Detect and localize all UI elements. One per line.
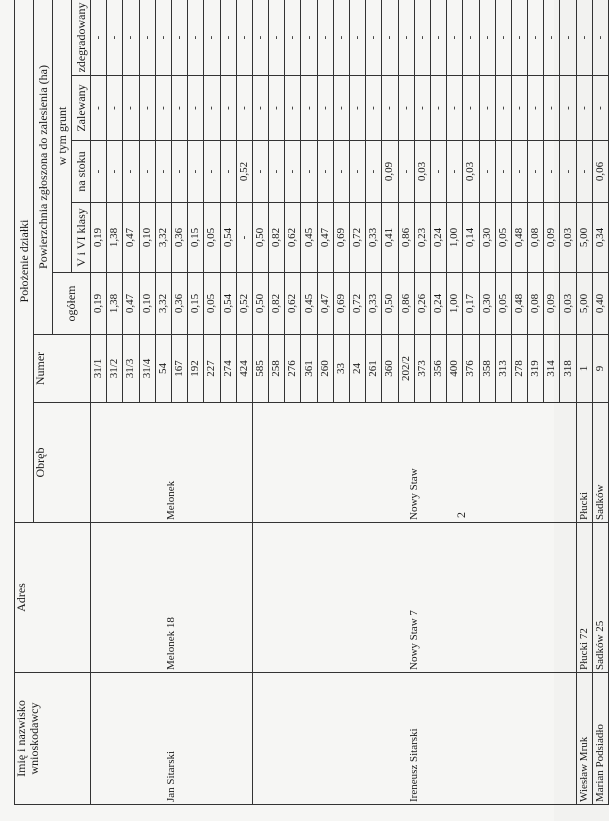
plot-number: 261 (366, 335, 382, 403)
area-class-5-6: 0,82 (269, 203, 285, 273)
area-total: 1,38 (107, 273, 123, 335)
area-class-5-6: 0,54 (220, 203, 236, 273)
area-class-5-6: 0,47 (123, 203, 139, 273)
table-row (592, 0, 608, 805)
area-degraded: - (430, 0, 446, 76)
applicant-name: Ireneusz Sitarski (252, 673, 576, 805)
plot-number: 360 (382, 335, 398, 403)
area-degraded: - (463, 0, 479, 76)
area-class-5-6: 0,72 (350, 203, 366, 273)
area-flooded: - (479, 76, 495, 141)
precinct-name: Melonek (91, 403, 253, 523)
header-address: Adres (15, 523, 91, 673)
area-slope: - (139, 141, 155, 203)
applicant-address: Melonek 18 (91, 523, 253, 673)
area-degraded: - (447, 0, 463, 76)
header-area-group: Powierzchnia zgłoszona do zalesienia (ha) (34, 0, 53, 335)
area-class-5-6: 0,23 (414, 203, 430, 273)
plot-number: 31/3 (123, 335, 139, 403)
area-class-5-6: 1,38 (107, 203, 123, 273)
area-degraded: - (366, 0, 382, 76)
area-slope: - (333, 141, 349, 203)
area-flooded: - (155, 76, 171, 141)
area-degraded: - (252, 0, 268, 76)
area-degraded: - (414, 0, 430, 76)
area-degraded: - (495, 0, 511, 76)
area-class-5-6: 0,08 (528, 203, 544, 273)
area-class-5-6: 0,05 (495, 203, 511, 273)
area-total: 0,15 (188, 273, 204, 335)
area-flooded: - (447, 76, 463, 141)
area-flooded: - (495, 76, 511, 141)
area-slope: - (285, 141, 301, 203)
area-flooded: - (91, 76, 107, 141)
header-including: w tym grunt (53, 0, 72, 273)
area-class-5-6: 0,45 (301, 203, 317, 273)
plot-number: 400 (447, 335, 463, 403)
area-slope: - (398, 141, 414, 203)
area-flooded: - (204, 76, 220, 141)
area-degraded: - (544, 0, 560, 76)
area-degraded: - (560, 0, 576, 76)
plot-number: 31/1 (91, 335, 107, 403)
plot-number: 202/2 (398, 335, 414, 403)
header-total: ogółem (53, 273, 91, 335)
table-row (576, 0, 592, 805)
area-total: 0,05 (204, 273, 220, 335)
area-slope: - (155, 141, 171, 203)
area-total: 0,36 (171, 273, 187, 335)
area-class-5-6: 0,30 (479, 203, 495, 273)
area-slope: - (528, 141, 544, 203)
area-class-5-6: 0,62 (285, 203, 301, 273)
area-slope: - (447, 141, 463, 203)
area-total: 0,24 (430, 273, 446, 335)
area-total: 0,48 (511, 273, 527, 335)
plot-number: 192 (188, 335, 204, 403)
table-body (91, 0, 609, 805)
area-total: 0,10 (139, 273, 155, 335)
area-slope: - (107, 141, 123, 203)
area-slope: - (188, 141, 204, 203)
area-class-5-6: 0,47 (317, 203, 333, 273)
area-class-5-6: 0,05 (204, 203, 220, 273)
area-flooded: - (350, 76, 366, 141)
area-class-5-6: 0,86 (398, 203, 414, 273)
plot-number: 356 (430, 335, 446, 403)
area-degraded: - (188, 0, 204, 76)
area-total: 0,54 (220, 273, 236, 335)
plot-number: 167 (171, 335, 187, 403)
plot-number: 278 (511, 335, 527, 403)
area-class-5-6: 0,41 (382, 203, 398, 273)
area-total: 0,08 (528, 273, 544, 335)
area-degraded: - (91, 0, 107, 76)
area-flooded: - (269, 76, 285, 141)
area-degraded: - (511, 0, 527, 76)
area-slope: - (301, 141, 317, 203)
plot-number: 31/4 (139, 335, 155, 403)
plot-number: 314 (544, 335, 560, 403)
area-slope: 0,03 (463, 141, 479, 203)
area-degraded: - (576, 0, 592, 76)
area-total: 1,00 (447, 273, 463, 335)
area-flooded: - (123, 76, 139, 141)
area-class-5-6: 0,36 (171, 203, 187, 273)
area-degraded: - (333, 0, 349, 76)
area-degraded: - (398, 0, 414, 76)
area-class-5-6: 0,33 (366, 203, 382, 273)
area-degraded: - (350, 0, 366, 76)
area-flooded: - (592, 76, 608, 141)
plot-number: 424 (236, 335, 252, 403)
area-total: 0,30 (479, 273, 495, 335)
area-total: 0,69 (333, 273, 349, 335)
plot-number: 373 (414, 335, 430, 403)
plot-number: 358 (479, 335, 495, 403)
area-flooded: - (188, 76, 204, 141)
area-class-5-6: 0,03 (560, 203, 576, 273)
area-degraded: - (592, 0, 608, 76)
plot-number: 361 (301, 335, 317, 403)
area-degraded: - (269, 0, 285, 76)
area-flooded: - (414, 76, 430, 141)
area-flooded: - (236, 76, 252, 141)
area-slope: - (171, 141, 187, 203)
applicant-address: Sadków 25 (592, 523, 608, 673)
header-slope: na stoku (72, 141, 91, 203)
area-class-5-6: 0,34 (592, 203, 608, 273)
area-slope: - (91, 141, 107, 203)
area-total: 5,00 (576, 273, 592, 335)
area-flooded: - (382, 76, 398, 141)
area-class-5-6: 0,14 (463, 203, 479, 273)
area-slope: - (495, 141, 511, 203)
area-class-5-6: 0,50 (252, 203, 268, 273)
area-flooded: - (252, 76, 268, 141)
area-flooded: - (463, 76, 479, 141)
area-flooded: - (528, 76, 544, 141)
header-flooded: Zalewany (72, 76, 91, 141)
area-class-5-6: 0,48 (511, 203, 527, 273)
precinct-name: Płucki (576, 403, 592, 523)
area-degraded: - (204, 0, 220, 76)
plot-number: 24 (350, 335, 366, 403)
header-name: Imię i nazwisko wnioskodawcy (15, 673, 91, 805)
area-total: 0,72 (350, 273, 366, 335)
area-slope: 0,03 (414, 141, 430, 203)
area-total: 0,40 (592, 273, 608, 335)
header-number: Numer (34, 335, 91, 403)
plot-number: 274 (220, 335, 236, 403)
area-total: 0,50 (382, 273, 398, 335)
area-degraded: - (285, 0, 301, 76)
area-class-5-6: 0,24 (430, 203, 446, 273)
area-degraded: - (382, 0, 398, 76)
area-flooded: - (139, 76, 155, 141)
header-precinct: Obręb (34, 403, 91, 523)
area-slope: 0,06 (592, 141, 608, 203)
area-class-5-6: 0,15 (188, 203, 204, 273)
area-total: 0,45 (301, 273, 317, 335)
area-class-5-6: 1,00 (447, 203, 463, 273)
area-degraded: - (479, 0, 495, 76)
area-flooded: - (333, 76, 349, 141)
plot-number: 1 (576, 335, 592, 403)
table-row (252, 0, 268, 805)
plot-number: 585 (252, 335, 268, 403)
area-total: 0,52 (236, 273, 252, 335)
plot-number: 33 (333, 335, 349, 403)
area-flooded: - (560, 76, 576, 141)
plot-number: 9 (592, 335, 608, 403)
area-slope: - (350, 141, 366, 203)
applicant-address: Nowy Staw 7 (252, 523, 576, 673)
area-class-5-6: - (236, 203, 252, 273)
area-total: 0,09 (544, 273, 560, 335)
area-class-5-6: 5,00 (576, 203, 592, 273)
area-flooded: - (398, 76, 414, 141)
area-total: 0,82 (269, 273, 285, 335)
area-class-5-6: 0,69 (333, 203, 349, 273)
area-degraded: - (123, 0, 139, 76)
area-slope: - (269, 141, 285, 203)
plot-number: 258 (269, 335, 285, 403)
area-degraded: - (317, 0, 333, 76)
plot-number: 54 (155, 335, 171, 403)
area-degraded: - (220, 0, 236, 76)
header-location: Położenie działki (15, 0, 34, 523)
plot-number: 227 (204, 335, 220, 403)
applicant-name: Jan Sitarski (91, 673, 253, 805)
area-slope: - (123, 141, 139, 203)
area-degraded: - (155, 0, 171, 76)
area-slope: - (204, 141, 220, 203)
area-degraded: - (139, 0, 155, 76)
area-flooded: - (544, 76, 560, 141)
area-slope: 0,52 (236, 141, 252, 203)
area-flooded: - (220, 76, 236, 141)
rotated-page (14, 0, 606, 805)
area-slope: - (560, 141, 576, 203)
area-slope: - (479, 141, 495, 203)
area-slope: - (252, 141, 268, 203)
table-row (91, 0, 107, 805)
area-flooded: - (285, 76, 301, 141)
area-slope: - (430, 141, 446, 203)
area-total: 0,86 (398, 273, 414, 335)
area-degraded: - (236, 0, 252, 76)
area-class-5-6: 0,19 (91, 203, 107, 273)
plot-number: 31/2 (107, 335, 123, 403)
area-flooded: - (430, 76, 446, 141)
area-total: 0,26 (414, 273, 430, 335)
plot-number: 376 (463, 335, 479, 403)
area-degraded: - (171, 0, 187, 76)
area-total: 0,47 (317, 273, 333, 335)
applicant-name: Marian Podsiadło (592, 673, 608, 805)
area-total: 0,19 (91, 273, 107, 335)
area-total: 0,33 (366, 273, 382, 335)
area-degraded: - (107, 0, 123, 76)
area-slope: - (220, 141, 236, 203)
area-slope: - (511, 141, 527, 203)
area-slope: - (544, 141, 560, 203)
area-degraded: - (528, 0, 544, 76)
precinct-name: Sadków (592, 403, 608, 523)
area-slope: - (317, 141, 333, 203)
plot-number: 313 (495, 335, 511, 403)
plot-number: 319 (528, 335, 544, 403)
plot-number: 260 (317, 335, 333, 403)
area-slope: - (366, 141, 382, 203)
area-flooded: - (301, 76, 317, 141)
area-total: 0,47 (123, 273, 139, 335)
area-class-5-6: 0,09 (544, 203, 560, 273)
area-total: 0,05 (495, 273, 511, 335)
area-class-5-6: 3,32 (155, 203, 171, 273)
area-flooded: - (511, 76, 527, 141)
plot-number: 276 (285, 335, 301, 403)
header-class-5-6: V i VI klasy (72, 203, 91, 273)
area-flooded: - (576, 76, 592, 141)
area-total: 0,50 (252, 273, 268, 335)
area-total: 0,62 (285, 273, 301, 335)
page-number: 2 (454, 512, 468, 518)
area-total: 3,32 (155, 273, 171, 335)
precinct-name: Nowy Staw (252, 403, 576, 523)
area-slope: - (576, 141, 592, 203)
applicant-address: Płucki 72 (576, 523, 592, 673)
area-flooded: - (366, 76, 382, 141)
applicant-name: Wiesław Mruk (576, 673, 592, 805)
area-degraded: - (301, 0, 317, 76)
header-degraded: zdegradowany (72, 0, 91, 76)
area-total: 0,03 (560, 273, 576, 335)
area-total: 0,17 (463, 273, 479, 335)
plots-table (14, 0, 609, 805)
area-class-5-6: 0,10 (139, 203, 155, 273)
area-flooded: - (107, 76, 123, 141)
plot-number: 318 (560, 335, 576, 403)
area-flooded: - (317, 76, 333, 141)
area-flooded: - (171, 76, 187, 141)
area-slope: 0,09 (382, 141, 398, 203)
